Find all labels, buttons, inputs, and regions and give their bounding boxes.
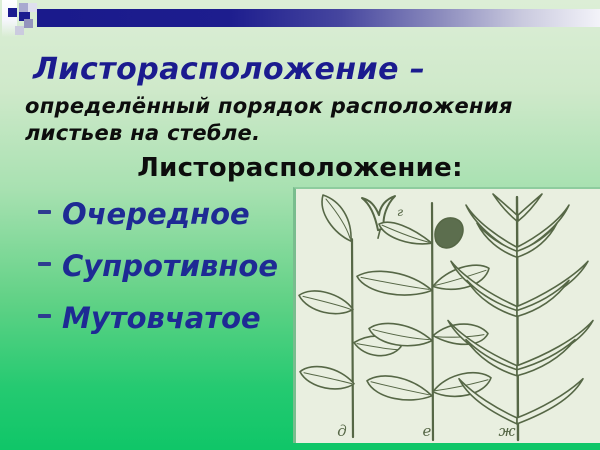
leaf-arrangement-figure — [296, 189, 600, 443]
list-item — [38, 249, 278, 285]
label-alternate: д — [337, 421, 347, 440]
label-whorled: ж — [498, 421, 516, 440]
bullet-dash-icon — [38, 314, 51, 318]
deco-square — [8, 8, 17, 17]
bullet-label: Очередное — [62, 197, 250, 231]
bullet-dash-icon — [38, 262, 51, 266]
label-sprout: г — [396, 205, 404, 220]
list-heading: Листорасположение: — [137, 153, 463, 183]
stem-whorled-drawing — [448, 194, 593, 440]
definition-text — [25, 93, 513, 147]
deco-square — [28, 3, 37, 12]
leaf-arrangement-image — [293, 187, 600, 443]
definition-line-2: листьев на стебле. — [25, 121, 261, 145]
label-opposite: е — [422, 421, 432, 440]
list-item — [38, 197, 278, 233]
deco-square — [19, 3, 28, 12]
deco-square — [24, 19, 33, 28]
definition-line-1: определённый порядок расположения — [25, 94, 513, 118]
arrangement-types-list — [38, 197, 278, 353]
bullet-dash-icon — [38, 210, 51, 214]
list-item — [38, 301, 278, 337]
accent-bar — [37, 9, 600, 27]
bullet-label: Супротивное — [62, 249, 279, 283]
bullet-label: Мутовчатое — [62, 301, 261, 335]
deco-square — [15, 26, 24, 35]
slide-title: Листорасположение – — [33, 52, 426, 87]
stem-opposite-drawing — [357, 203, 491, 440]
